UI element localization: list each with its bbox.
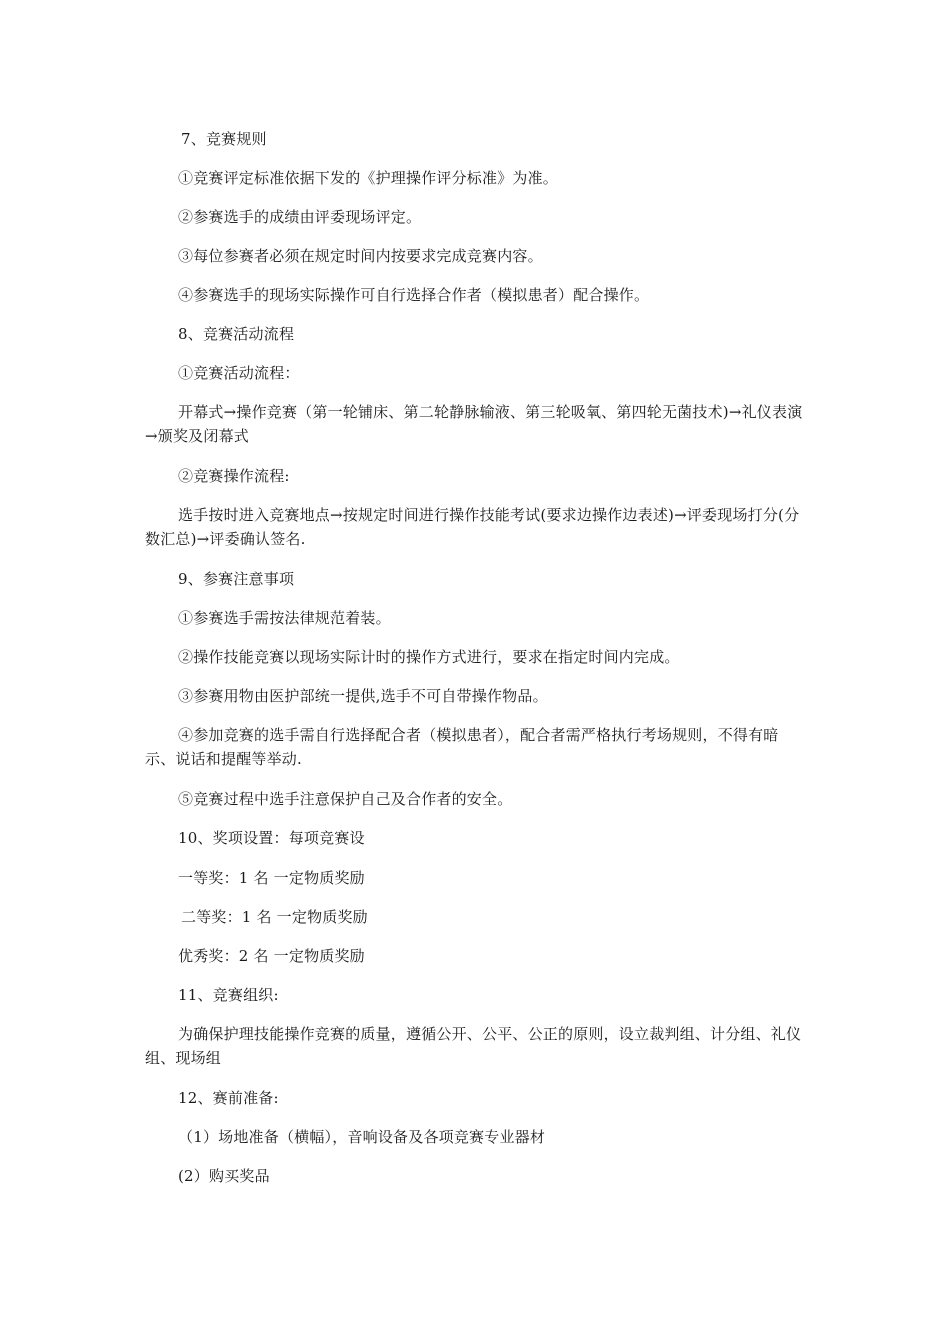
paragraph: ①竞赛评定标准依据下发的《护理操作评分标准》为准。 <box>178 169 559 187</box>
section-heading-notes: 9、参赛注意事项 <box>178 570 295 588</box>
paragraph: ④参赛选手的现场实际操作可自行选择合作者（模拟患者）配合操作。 <box>178 286 650 304</box>
section-heading-process: 8、竞赛活动流程 <box>178 325 295 343</box>
paragraph: ⑤竞赛过程中选手注意保护自己及合作者的安全。 <box>178 790 513 808</box>
section-heading-awards: 10、奖项设置：每项竞赛设 <box>178 829 365 847</box>
paragraph: 开幕式→操作竞赛（第一轮铺床、第二轮静脉输液、第三轮吸氧、第四轮无菌技术)→礼仪表演→颁奖及闭幕式 <box>145 403 803 445</box>
section-heading-preparation: 12、赛前准备: <box>178 1089 279 1107</box>
award-first: 一等奖：1 名 一定物质奖励 <box>178 869 365 887</box>
paragraph: ③参赛用物由医护部统一提供,选手不可自带操作物品。 <box>178 687 548 705</box>
award-excellence: 优秀奖：2 名 一定物质奖励 <box>178 947 365 965</box>
paragraph: ③每位参赛者必须在规定时间内按要求完成竞赛内容。 <box>178 247 543 265</box>
paragraph: ②竞赛操作流程: <box>178 467 290 485</box>
paragraph: (2）购买奖品 <box>178 1167 270 1185</box>
award-second: 二等奖：1 名 一定物质奖励 <box>181 908 368 926</box>
section-heading-rules: 7、竞赛规则 <box>181 130 267 148</box>
paragraph: 为确保护理技能操作竞赛的质量，遵循公开、公平、公正的原则，设立裁判组、计分组、礼仪组、现场组 <box>145 1025 802 1067</box>
paragraph: （1）场地准备（横幅），音响设备及各项竞赛专业器材 <box>178 1128 546 1146</box>
paragraph: ②参赛选手的成绩由评委现场评定。 <box>178 208 422 226</box>
paragraph: ④参加竞赛的选手需自行选择配合者（模拟患者），配合者需严格执行考场规则，不得有暗示、说话和提醒等举动. <box>145 726 779 768</box>
paragraph: ①参赛选手需按法律规范着装。 <box>178 609 391 627</box>
section-heading-organization: 11、竞赛组织: <box>178 986 279 1004</box>
paragraph: ①竞赛活动流程： <box>178 364 300 382</box>
paragraph: 选手按时进入竞赛地点→按规定时间进行操作技能考试(要求边操作边表述)→评委现场打分(分数汇总)→评委确认签名. <box>145 506 800 548</box>
paragraph: ②操作技能竞赛以现场实际计时的操作方式进行，要求在指定时间内完成。 <box>178 648 680 666</box>
